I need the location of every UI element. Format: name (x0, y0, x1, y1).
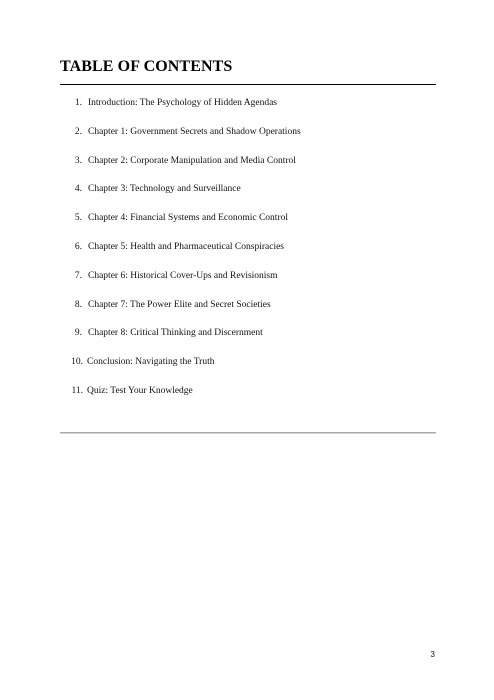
toc-entry-label: Chapter 5: Health and Pharmaceutical Conspiracies (88, 241, 285, 252)
page-number: 3 (430, 650, 435, 659)
toc-entry-number: 10. (71, 357, 83, 368)
toc-entry-label: Conclusion: Navigating the Truth (87, 357, 215, 368)
toc-entry-number: 8. (74, 299, 82, 310)
toc-entry (60, 356, 436, 385)
toc-entry-label: Introduction: The Psychology of Hidden Agendas (88, 98, 278, 108)
page-title: TABLE OF CONTENTS (60, 58, 233, 75)
toc-entry-label: Chapter 6: Historical Cover-Ups and Revisionism (88, 270, 278, 281)
toc-entry-number: 6. (74, 241, 82, 252)
toc-entry (60, 212, 436, 241)
toc-entry-number: 4. (74, 184, 82, 195)
toc-entry-number: 3. (74, 155, 82, 166)
toc-entry (60, 155, 436, 184)
toc-entry-number: 1. (74, 98, 82, 108)
toc-entry-label: Chapter 4: Financial Systems and Economic Control (88, 213, 288, 224)
toc-entry (60, 97, 436, 126)
toc-entry (60, 126, 436, 155)
section-divider (60, 432, 436, 433)
toc-entry-number: 5. (74, 213, 82, 224)
table-of-contents (60, 97, 436, 414)
toc-entry-number: 7. (74, 270, 82, 281)
toc-entry (60, 241, 436, 270)
toc-entry-label: Chapter 8: Critical Thinking and Discernment (88, 328, 263, 339)
toc-entry (60, 327, 436, 356)
toc-entry (60, 183, 436, 212)
toc-entry-number: 9. (74, 328, 82, 339)
toc-entry-number: 11. (71, 385, 83, 396)
toc-entry-label: Quiz: Test Your Knowledge (87, 385, 193, 396)
toc-entry-label: Chapter 2: Corporate Manipulation and Media Control (88, 155, 296, 166)
toc-entry-label: Chapter 3: Technology and Surveillance (88, 184, 241, 195)
toc-entry-number: 2. (74, 126, 82, 137)
toc-entry-label: Chapter 7: The Power Elite and Secret Societies (88, 299, 271, 310)
title-divider (60, 84, 436, 85)
toc-entry (60, 299, 436, 328)
toc-entry (60, 385, 436, 414)
toc-entry-label: Chapter 1: Government Secrets and Shadow Operations (88, 126, 301, 137)
toc-entry (60, 270, 436, 299)
